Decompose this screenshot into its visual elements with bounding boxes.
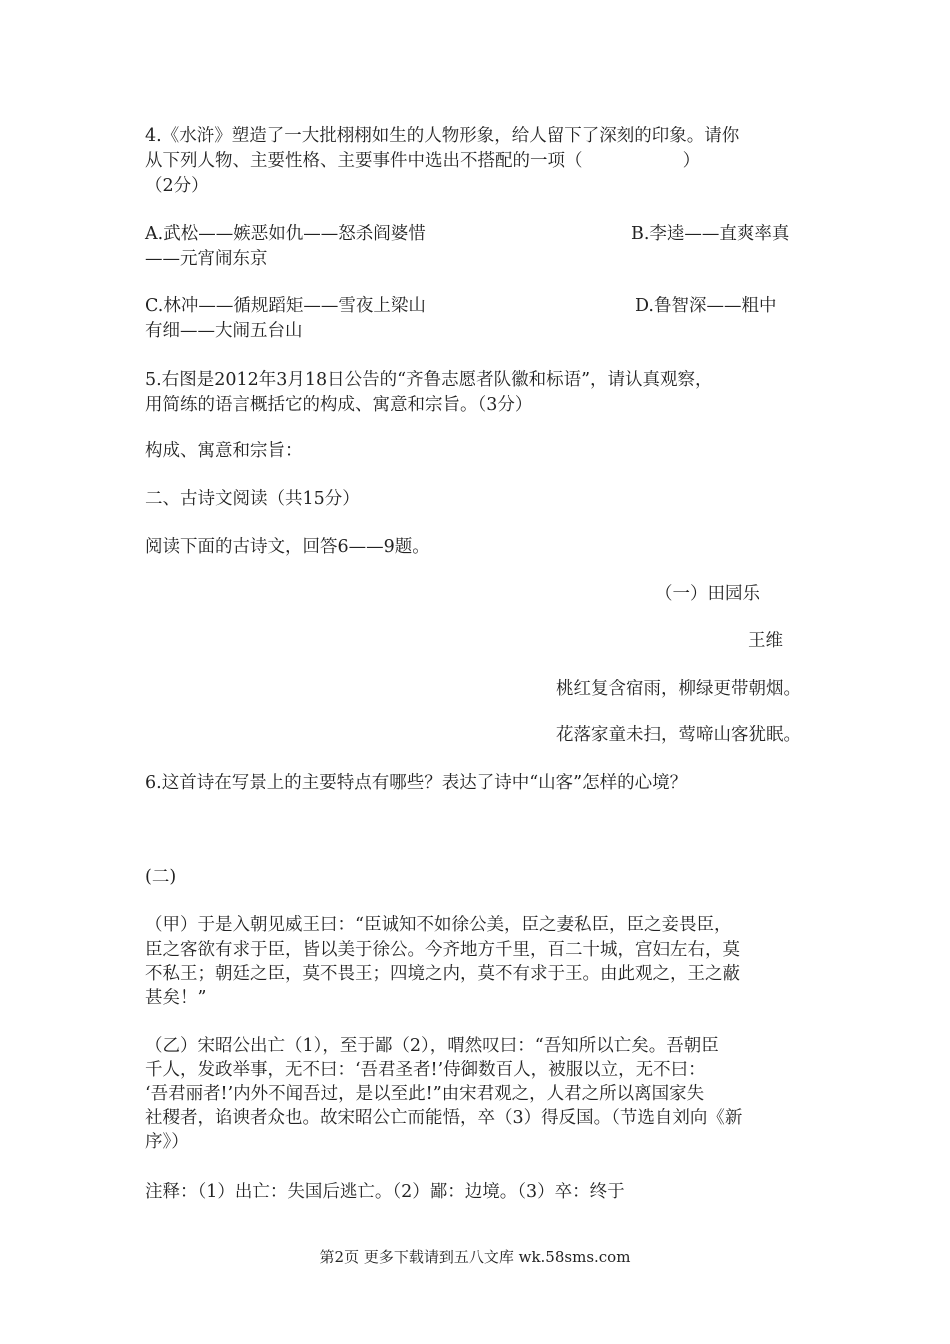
passage-jia-line: 甚矣！” [145, 988, 207, 1008]
q6-text: 6.这首诗在写景上的主要特点有哪些？表达了诗中“山客”怎样的心境？ [145, 773, 688, 793]
passage-yi-line: （乙）宋昭公出亡（1），至于鄙（2），喟然叹曰：“吾知所以亡矣。吾朝臣 [145, 1036, 719, 1056]
q4-option-c: C.林冲——循规蹈矩——雪夜上梁山 [145, 296, 426, 316]
q4-line-1: 4.《水浒》塑造了一大批栩栩如生的人物形象，给人留下了深刻的印象。请你 [145, 126, 740, 146]
part2-label: (二) [145, 867, 177, 887]
q5-answer-label: 构成、寓意和宗旨： [145, 441, 303, 461]
poem-title: （一）田园乐 [655, 584, 760, 604]
q4-option-b-cont: ——元宵闹东京 [145, 249, 268, 269]
passage-yi-line: ‘吾君丽者!’内外不闻吾过，是以至此!”由宋君观之，人君之所以离国家失 [145, 1084, 705, 1104]
poem-line-1: 桃红复含宿雨，柳绿更带朝烟。 [556, 679, 801, 699]
passage-jia-line: 臣之客欲有求于臣，皆以美于徐公。今齐地方千里，百二十城，宫妇左右，莫 [145, 940, 740, 960]
q4-points: （2分） [145, 176, 209, 196]
passage-yi-line: 序》） [145, 1132, 189, 1152]
poem-line-2: 花落家童未扫，莺啼山客犹眠。 [556, 725, 801, 745]
section-instruction: 阅读下面的古诗文，回答6——9题。 [145, 537, 430, 557]
q5-line-2: 用简练的语言概括它的构成、寓意和宗旨。（3分） [145, 395, 533, 415]
passage-jia-line: （甲）于是入朝见威王曰：“臣诚知不如徐公美，臣之妻私臣，臣之妾畏臣， [145, 915, 732, 935]
page-footer: 第2页 更多下载请到五八文库 wk.58sms.com [319, 1248, 631, 1266]
q4-line-2: 从下列人物、主要性格、主要事件中选出不搭配的一项（ ） [145, 151, 701, 171]
q4-option-d: D.鲁智深——粗中 [635, 296, 777, 316]
q4-option-d-cont: 有细——大闹五台山 [145, 321, 303, 341]
passage-jia-line: 不私王；朝廷之臣，莫不畏王；四境之内，莫不有求于王。由此观之，王之蔽 [145, 964, 740, 984]
notes: 注释：（1）出亡：失国后逃亡。（2）鄙：边境。（3）卒：终于 [145, 1182, 625, 1202]
q4-option-a: A.武松——嫉恶如仇——怒杀阎婆惜 [145, 224, 426, 244]
section-heading: 二、古诗文阅读（共15分） [145, 489, 360, 509]
q4-option-b: B.李逵——直爽率真 [631, 224, 790, 244]
poem-author: 王维 [748, 631, 783, 651]
passage-yi-line: 千人，发政举事，无不曰：‘吾君圣者!’侍御数百人，被服以立，无不曰： [145, 1060, 706, 1080]
passage-yi-line: 社稷者，谄谀者众也。故宋昭公亡而能悟，卒（3）得反国。（节选自刘向《新 [145, 1108, 743, 1128]
q5-line-1: 5.右图是2012年3月18日公告的“齐鲁志愿者队徽和标语”，请认真观察， [145, 370, 713, 390]
